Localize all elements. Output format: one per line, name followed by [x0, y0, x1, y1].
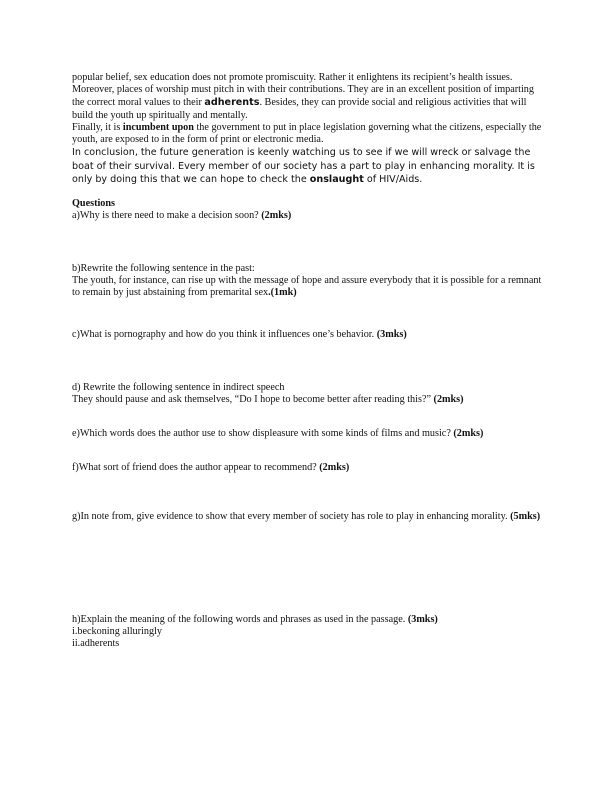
- question-f: f)What sort of friend does the author appear to recommend? (2mks): [72, 462, 350, 474]
- question-c-marks: (3mks): [376, 328, 407, 340]
- question-b-marks: .(1mk): [268, 287, 297, 299]
- question-a: a)Why is there need to make a decision soon? (2mks): [72, 209, 292, 221]
- vocab-onslaught: onslaught: [309, 174, 364, 186]
- question-h-marks: (3mks): [407, 613, 438, 625]
- question-d: They should pause and ask themselves, “Do I hope to become better after reading this?” (2mks): [72, 394, 464, 406]
- question-h: h)Explain the meaning of the following words and phrases as used in the passage. (3mks): [72, 613, 438, 625]
- question-e: e)Which words does the author use to show displeasure with some kinds of films and music? (2mks): [72, 428, 484, 440]
- question-h-item-ii: ii.adherents: [72, 638, 120, 650]
- question-f-marks: (2mks): [319, 462, 350, 474]
- passage-paragraph-1: popular belief, sex education does not promote promiscuity. Rather it enlightens its recipient’s health issues.: [72, 72, 513, 83]
- question-e-marks: (2mks): [453, 428, 484, 440]
- question-d-intro: d) Rewrite the following sentence in indirect speech: [72, 381, 285, 393]
- question-b: The youth, for instance, can rise up with the message of hope and assure everybody that it is possible for a remnant to remain by just abstaining from premarital sex.(1mk): [72, 275, 542, 299]
- question-a-marks: (2mks): [261, 209, 292, 221]
- passage-paragraph-4: In conclusion, the future generation is keenly watching us to see if we will wreck or salvage the boat of their survival. Every member of our society has a part to play in enhancing morality. It is only by doing this that we can hope to check the onslaught of HIV/Aids.: [72, 147, 535, 186]
- vocab-adherents: adherents: [204, 97, 260, 109]
- question-g-marks: (5mks): [510, 510, 541, 522]
- question-g: g)In note from, give evidence to show that every member of society has role to play in enhancing morality. (5mks): [72, 510, 541, 522]
- document-page: [72, 72, 542, 650]
- passage-paragraph-3: Finally, it is incumbent upon the government to put in place legislation governing what the citizens, especially the youth, are exposed to in the form of print or electronic media.: [72, 122, 542, 146]
- vocab-incumbent-upon: incumbent upon: [122, 122, 194, 134]
- question-b-intro: b)Rewrite the following sentence in the past:: [72, 263, 255, 275]
- passage-paragraph-2: Moreover, places of worship must pitch in with their contributions. They are in an excellent position of imparting the correct moral values to their adherents. Besides, they can provide social and religious activities that will build the youth up spiritually and mentally.: [72, 84, 534, 121]
- questions-heading: Questions: [72, 197, 116, 209]
- question-c: c)What is pornography and how do you think it influences one’s behavior. (3mks): [72, 328, 407, 340]
- question-d-marks: (2mks): [433, 394, 464, 406]
- question-h-item-i: i.beckoning alluringly: [72, 626, 162, 638]
